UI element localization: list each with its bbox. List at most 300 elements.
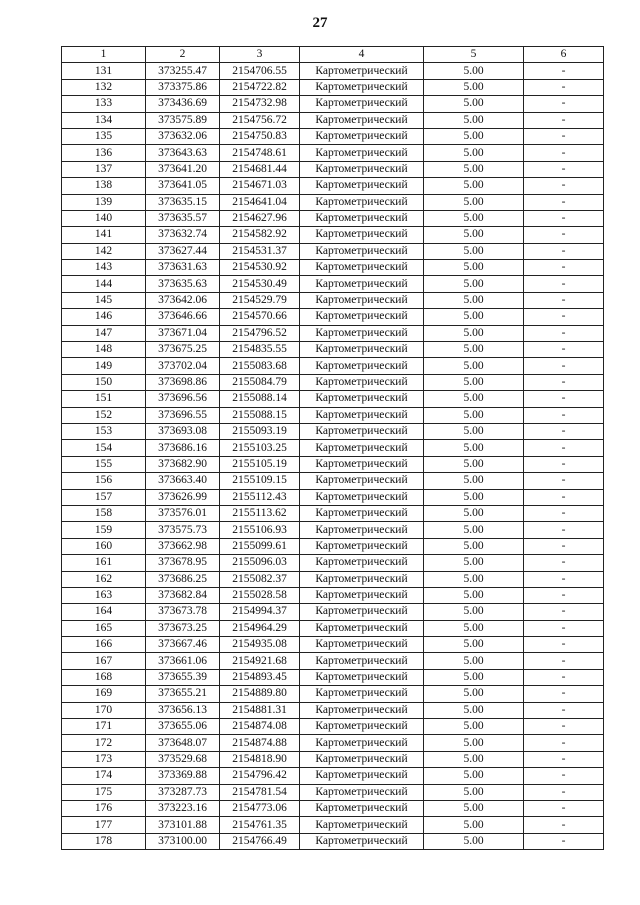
description-cell: - <box>524 161 604 177</box>
description-cell: - <box>524 210 604 226</box>
table-row <box>62 637 604 653</box>
x-coordinate-cell: 373693.08 <box>146 423 220 439</box>
x-coordinate-cell: 373641.20 <box>146 161 220 177</box>
x-coordinate-cell: 373655.21 <box>146 686 220 702</box>
accuracy-cell: 5.00 <box>424 456 524 472</box>
point-number-cell: 154 <box>62 440 146 456</box>
table-row <box>62 522 604 538</box>
method-cell: Картометрический <box>300 571 424 587</box>
point-number-cell: 134 <box>62 112 146 128</box>
table-row <box>62 112 604 128</box>
accuracy-cell: 5.00 <box>424 96 524 112</box>
point-number-cell: 163 <box>62 587 146 603</box>
point-number-cell: 168 <box>62 669 146 685</box>
accuracy-cell: 5.00 <box>424 128 524 144</box>
table-row <box>62 538 604 554</box>
description-cell: - <box>524 456 604 472</box>
table-row <box>62 325 604 341</box>
method-cell: Картометрический <box>300 587 424 603</box>
table-row <box>62 473 604 489</box>
accuracy-cell: 5.00 <box>424 210 524 226</box>
method-cell: Картометрический <box>300 522 424 538</box>
point-number-cell: 140 <box>62 210 146 226</box>
y-coordinate-cell: 2154893.45 <box>220 669 300 685</box>
accuracy-cell: 5.00 <box>424 227 524 243</box>
method-cell: Картометрический <box>300 800 424 816</box>
method-cell: Картометрический <box>300 538 424 554</box>
description-cell: - <box>524 391 604 407</box>
method-cell: Картометрический <box>300 128 424 144</box>
x-coordinate-cell: 373632.06 <box>146 128 220 144</box>
accuracy-cell: 5.00 <box>424 800 524 816</box>
x-coordinate-cell: 373696.56 <box>146 391 220 407</box>
y-coordinate-cell: 2155096.03 <box>220 555 300 571</box>
x-coordinate-cell: 373661.06 <box>146 653 220 669</box>
point-number-cell: 158 <box>62 505 146 521</box>
table-row <box>62 620 604 636</box>
table-row <box>62 440 604 456</box>
point-number-cell: 165 <box>62 620 146 636</box>
accuracy-cell: 5.00 <box>424 391 524 407</box>
x-coordinate-cell: 373667.46 <box>146 637 220 653</box>
point-number-cell: 176 <box>62 800 146 816</box>
description-cell: - <box>524 79 604 95</box>
x-coordinate-cell: 373375.86 <box>146 79 220 95</box>
description-cell: - <box>524 260 604 276</box>
y-coordinate-cell: 2155113.62 <box>220 505 300 521</box>
description-cell: - <box>524 702 604 718</box>
x-coordinate-cell: 373673.25 <box>146 620 220 636</box>
x-coordinate-cell: 373663.40 <box>146 473 220 489</box>
point-number-cell: 141 <box>62 227 146 243</box>
point-number-cell: 144 <box>62 276 146 292</box>
table-row <box>62 128 604 144</box>
table-row <box>62 96 604 112</box>
x-coordinate-cell: 373576.01 <box>146 505 220 521</box>
x-coordinate-cell: 373678.95 <box>146 555 220 571</box>
x-coordinate-cell: 373632.74 <box>146 227 220 243</box>
table-row <box>62 555 604 571</box>
table-row <box>62 702 604 718</box>
method-cell: Картометрический <box>300 325 424 341</box>
y-coordinate-cell: 2155028.58 <box>220 587 300 603</box>
point-number-cell: 161 <box>62 555 146 571</box>
table-header-row <box>62 47 604 63</box>
x-coordinate-cell: 373702.04 <box>146 358 220 374</box>
x-coordinate-cell: 373529.68 <box>146 751 220 767</box>
accuracy-cell: 5.00 <box>424 374 524 390</box>
table-row <box>62 817 604 833</box>
x-coordinate-cell: 373655.39 <box>146 669 220 685</box>
x-coordinate-cell: 373255.47 <box>146 63 220 79</box>
y-coordinate-cell: 2154874.08 <box>220 719 300 735</box>
method-cell: Картометрический <box>300 391 424 407</box>
y-coordinate-cell: 2154935.08 <box>220 637 300 653</box>
x-coordinate-cell: 373696.55 <box>146 407 220 423</box>
description-cell: - <box>524 669 604 685</box>
method-cell: Картометрический <box>300 440 424 456</box>
x-coordinate-cell: 373698.86 <box>146 374 220 390</box>
table-row <box>62 358 604 374</box>
method-cell: Картометрический <box>300 637 424 653</box>
table-row <box>62 768 604 784</box>
table-row <box>62 342 604 358</box>
point-number-cell: 174 <box>62 768 146 784</box>
y-coordinate-cell: 2154964.29 <box>220 620 300 636</box>
table-row <box>62 145 604 161</box>
accuracy-cell: 5.00 <box>424 538 524 554</box>
x-coordinate-cell: 373655.06 <box>146 719 220 735</box>
y-coordinate-cell: 2154530.92 <box>220 260 300 276</box>
y-coordinate-cell: 2155088.14 <box>220 391 300 407</box>
accuracy-cell: 5.00 <box>424 342 524 358</box>
table-row <box>62 489 604 505</box>
table-row <box>62 669 604 685</box>
method-cell: Картометрический <box>300 768 424 784</box>
point-number-cell: 159 <box>62 522 146 538</box>
point-number-cell: 162 <box>62 571 146 587</box>
x-coordinate-cell: 373101.88 <box>146 817 220 833</box>
method-cell: Картометрический <box>300 309 424 325</box>
description-cell: - <box>524 276 604 292</box>
description-cell: - <box>524 555 604 571</box>
x-coordinate-cell: 373575.89 <box>146 112 220 128</box>
table-row <box>62 505 604 521</box>
x-coordinate-cell: 373627.44 <box>146 243 220 259</box>
y-coordinate-cell: 2155093.19 <box>220 423 300 439</box>
point-number-cell: 164 <box>62 604 146 620</box>
table-row <box>62 456 604 472</box>
x-coordinate-cell: 373656.13 <box>146 702 220 718</box>
point-number-cell: 178 <box>62 833 146 849</box>
x-coordinate-cell: 373223.16 <box>146 800 220 816</box>
method-cell: Картометрический <box>300 292 424 308</box>
point-number-cell: 169 <box>62 686 146 702</box>
point-number-cell: 171 <box>62 719 146 735</box>
description-cell: - <box>524 538 604 554</box>
x-coordinate-cell: 373646.66 <box>146 309 220 325</box>
y-coordinate-cell: 2154781.54 <box>220 784 300 800</box>
description-cell: - <box>524 800 604 816</box>
accuracy-cell: 5.00 <box>424 620 524 636</box>
table-row <box>62 833 604 849</box>
point-number-cell: 133 <box>62 96 146 112</box>
description-cell: - <box>524 178 604 194</box>
description-cell: - <box>524 325 604 341</box>
method-cell: Картометрический <box>300 817 424 833</box>
description-cell: - <box>524 227 604 243</box>
table-row <box>62 407 604 423</box>
table-row <box>62 194 604 210</box>
accuracy-cell: 5.00 <box>424 686 524 702</box>
description-cell: - <box>524 489 604 505</box>
method-cell: Картометрический <box>300 260 424 276</box>
accuracy-cell: 5.00 <box>424 358 524 374</box>
method-cell: Картометрический <box>300 79 424 95</box>
description-cell: - <box>524 194 604 210</box>
method-cell: Картометрический <box>300 833 424 849</box>
point-number-cell: 153 <box>62 423 146 439</box>
description-cell: - <box>524 833 604 849</box>
description-cell: - <box>524 653 604 669</box>
description-cell: - <box>524 374 604 390</box>
point-number-cell: 139 <box>62 194 146 210</box>
description-cell: - <box>524 686 604 702</box>
accuracy-cell: 5.00 <box>424 489 524 505</box>
point-number-cell: 148 <box>62 342 146 358</box>
point-number-cell: 151 <box>62 391 146 407</box>
x-coordinate-cell: 373662.98 <box>146 538 220 554</box>
accuracy-cell: 5.00 <box>424 653 524 669</box>
y-coordinate-cell: 2154994.37 <box>220 604 300 620</box>
point-number-cell: 157 <box>62 489 146 505</box>
table-row <box>62 309 604 325</box>
y-coordinate-cell: 2154761.35 <box>220 817 300 833</box>
table-row <box>62 587 604 603</box>
table-row <box>62 374 604 390</box>
table-row <box>62 751 604 767</box>
accuracy-cell: 5.00 <box>424 325 524 341</box>
y-coordinate-cell: 2154570.66 <box>220 309 300 325</box>
y-coordinate-cell: 2154881.31 <box>220 702 300 718</box>
accuracy-cell: 5.00 <box>424 751 524 767</box>
x-coordinate-cell: 373631.63 <box>146 260 220 276</box>
accuracy-cell: 5.00 <box>424 505 524 521</box>
y-coordinate-cell: 2154796.52 <box>220 325 300 341</box>
accuracy-cell: 5.00 <box>424 817 524 833</box>
point-number-cell: 142 <box>62 243 146 259</box>
x-coordinate-cell: 373643.63 <box>146 145 220 161</box>
point-number-cell: 170 <box>62 702 146 718</box>
y-coordinate-cell: 2154818.90 <box>220 751 300 767</box>
point-number-cell: 156 <box>62 473 146 489</box>
accuracy-cell: 5.00 <box>424 243 524 259</box>
accuracy-cell: 5.00 <box>424 276 524 292</box>
table-body <box>62 63 604 850</box>
point-number-cell: 145 <box>62 292 146 308</box>
description-cell: - <box>524 145 604 161</box>
x-coordinate-cell: 373682.90 <box>146 456 220 472</box>
y-coordinate-cell: 2155088.15 <box>220 407 300 423</box>
accuracy-cell: 5.00 <box>424 423 524 439</box>
description-cell: - <box>524 440 604 456</box>
method-cell: Картометрический <box>300 423 424 439</box>
table-row <box>62 604 604 620</box>
y-coordinate-cell: 2155106.93 <box>220 522 300 538</box>
accuracy-cell: 5.00 <box>424 112 524 128</box>
x-coordinate-cell: 373635.63 <box>146 276 220 292</box>
point-number-cell: 175 <box>62 784 146 800</box>
y-coordinate-cell: 2155109.15 <box>220 473 300 489</box>
description-cell: - <box>524 505 604 521</box>
description-cell: - <box>524 784 604 800</box>
x-coordinate-cell: 373626.99 <box>146 489 220 505</box>
y-coordinate-cell: 2155083.68 <box>220 358 300 374</box>
table-row <box>62 391 604 407</box>
description-cell: - <box>524 243 604 259</box>
point-number-cell: 136 <box>62 145 146 161</box>
y-coordinate-cell: 2154671.03 <box>220 178 300 194</box>
y-coordinate-cell: 2154796.42 <box>220 768 300 784</box>
method-cell: Картометрический <box>300 63 424 79</box>
point-number-cell: 143 <box>62 260 146 276</box>
point-number-cell: 147 <box>62 325 146 341</box>
description-cell: - <box>524 63 604 79</box>
y-coordinate-cell: 2154529.79 <box>220 292 300 308</box>
accuracy-cell: 5.00 <box>424 719 524 735</box>
method-cell: Картометрический <box>300 227 424 243</box>
accuracy-cell: 5.00 <box>424 669 524 685</box>
accuracy-cell: 5.00 <box>424 178 524 194</box>
y-coordinate-cell: 2154706.55 <box>220 63 300 79</box>
table-row <box>62 719 604 735</box>
method-cell: Картометрический <box>300 473 424 489</box>
method-cell: Картометрический <box>300 276 424 292</box>
point-number-cell: 173 <box>62 751 146 767</box>
accuracy-cell: 5.00 <box>424 735 524 751</box>
method-cell: Картометрический <box>300 358 424 374</box>
description-cell: - <box>524 719 604 735</box>
table-row <box>62 243 604 259</box>
table-row <box>62 735 604 751</box>
point-number-cell: 137 <box>62 161 146 177</box>
point-number-cell: 152 <box>62 407 146 423</box>
point-number-cell: 146 <box>62 309 146 325</box>
page-number: 27 <box>312 15 328 31</box>
accuracy-cell: 5.00 <box>424 555 524 571</box>
accuracy-cell: 5.00 <box>424 440 524 456</box>
accuracy-cell: 5.00 <box>424 702 524 718</box>
y-coordinate-cell: 2154889.80 <box>220 686 300 702</box>
accuracy-cell: 5.00 <box>424 161 524 177</box>
x-coordinate-cell: 373436.69 <box>146 96 220 112</box>
table-row <box>62 292 604 308</box>
accuracy-cell: 5.00 <box>424 309 524 325</box>
x-coordinate-cell: 373671.04 <box>146 325 220 341</box>
column-header: 5 <box>424 47 524 63</box>
method-cell: Картометрический <box>300 702 424 718</box>
accuracy-cell: 5.00 <box>424 194 524 210</box>
accuracy-cell: 5.00 <box>424 571 524 587</box>
description-cell: - <box>524 768 604 784</box>
column-header: 1 <box>62 47 146 63</box>
x-coordinate-cell: 373575.73 <box>146 522 220 538</box>
table-row <box>62 784 604 800</box>
description-cell: - <box>524 96 604 112</box>
table-row <box>62 800 604 816</box>
accuracy-cell: 5.00 <box>424 79 524 95</box>
point-number-cell: 167 <box>62 653 146 669</box>
point-number-cell: 131 <box>62 63 146 79</box>
description-cell: - <box>524 637 604 653</box>
description-cell: - <box>524 817 604 833</box>
column-header: 6 <box>524 47 604 63</box>
description-cell: - <box>524 292 604 308</box>
y-coordinate-cell: 2155103.25 <box>220 440 300 456</box>
method-cell: Картометрический <box>300 243 424 259</box>
method-cell: Картометрический <box>300 784 424 800</box>
table-row <box>62 161 604 177</box>
accuracy-cell: 5.00 <box>424 145 524 161</box>
description-cell: - <box>524 587 604 603</box>
description-cell: - <box>524 751 604 767</box>
table-row <box>62 571 604 587</box>
accuracy-cell: 5.00 <box>424 833 524 849</box>
x-coordinate-cell: 373648.07 <box>146 735 220 751</box>
description-cell: - <box>524 342 604 358</box>
x-coordinate-cell: 373682.84 <box>146 587 220 603</box>
accuracy-cell: 5.00 <box>424 522 524 538</box>
method-cell: Картометрический <box>300 96 424 112</box>
x-coordinate-cell: 373287.73 <box>146 784 220 800</box>
column-header: 4 <box>300 47 424 63</box>
column-header: 3 <box>220 47 300 63</box>
table-row <box>62 686 604 702</box>
y-coordinate-cell: 2154722.82 <box>220 79 300 95</box>
x-coordinate-cell: 373100.00 <box>146 833 220 849</box>
accuracy-cell: 5.00 <box>424 292 524 308</box>
y-coordinate-cell: 2155082.37 <box>220 571 300 587</box>
accuracy-cell: 5.00 <box>424 473 524 489</box>
description-cell: - <box>524 735 604 751</box>
y-coordinate-cell: 2154681.44 <box>220 161 300 177</box>
table-row <box>62 79 604 95</box>
method-cell: Картометрический <box>300 194 424 210</box>
point-number-cell: 132 <box>62 79 146 95</box>
y-coordinate-cell: 2154732.98 <box>220 96 300 112</box>
y-coordinate-cell: 2154835.55 <box>220 342 300 358</box>
point-number-cell: 155 <box>62 456 146 472</box>
method-cell: Картометрический <box>300 342 424 358</box>
x-coordinate-cell: 373673.78 <box>146 604 220 620</box>
accuracy-cell: 5.00 <box>424 260 524 276</box>
table-row <box>62 653 604 669</box>
y-coordinate-cell: 2154530.49 <box>220 276 300 292</box>
x-coordinate-cell: 373641.05 <box>146 178 220 194</box>
method-cell: Картометрический <box>300 145 424 161</box>
x-coordinate-cell: 373686.25 <box>146 571 220 587</box>
table-row <box>62 276 604 292</box>
accuracy-cell: 5.00 <box>424 604 524 620</box>
y-coordinate-cell: 2155105.19 <box>220 456 300 472</box>
point-number-cell: 149 <box>62 358 146 374</box>
y-coordinate-cell: 2154773.06 <box>220 800 300 816</box>
table-row <box>62 63 604 79</box>
y-coordinate-cell: 2154627.96 <box>220 210 300 226</box>
method-cell: Картометрический <box>300 686 424 702</box>
table-row <box>62 227 604 243</box>
table-row <box>62 423 604 439</box>
description-cell: - <box>524 620 604 636</box>
description-cell: - <box>524 407 604 423</box>
description-cell: - <box>524 473 604 489</box>
method-cell: Картометрический <box>300 505 424 521</box>
y-coordinate-cell: 2154874.88 <box>220 735 300 751</box>
column-header: 2 <box>146 47 220 63</box>
accuracy-cell: 5.00 <box>424 784 524 800</box>
x-coordinate-cell: 373369.88 <box>146 768 220 784</box>
description-cell: - <box>524 423 604 439</box>
x-coordinate-cell: 373675.25 <box>146 342 220 358</box>
method-cell: Картометрический <box>300 669 424 685</box>
method-cell: Картометрический <box>300 653 424 669</box>
method-cell: Картометрический <box>300 407 424 423</box>
point-number-cell: 150 <box>62 374 146 390</box>
table-row <box>62 260 604 276</box>
method-cell: Картометрический <box>300 178 424 194</box>
method-cell: Картометрический <box>300 456 424 472</box>
accuracy-cell: 5.00 <box>424 587 524 603</box>
